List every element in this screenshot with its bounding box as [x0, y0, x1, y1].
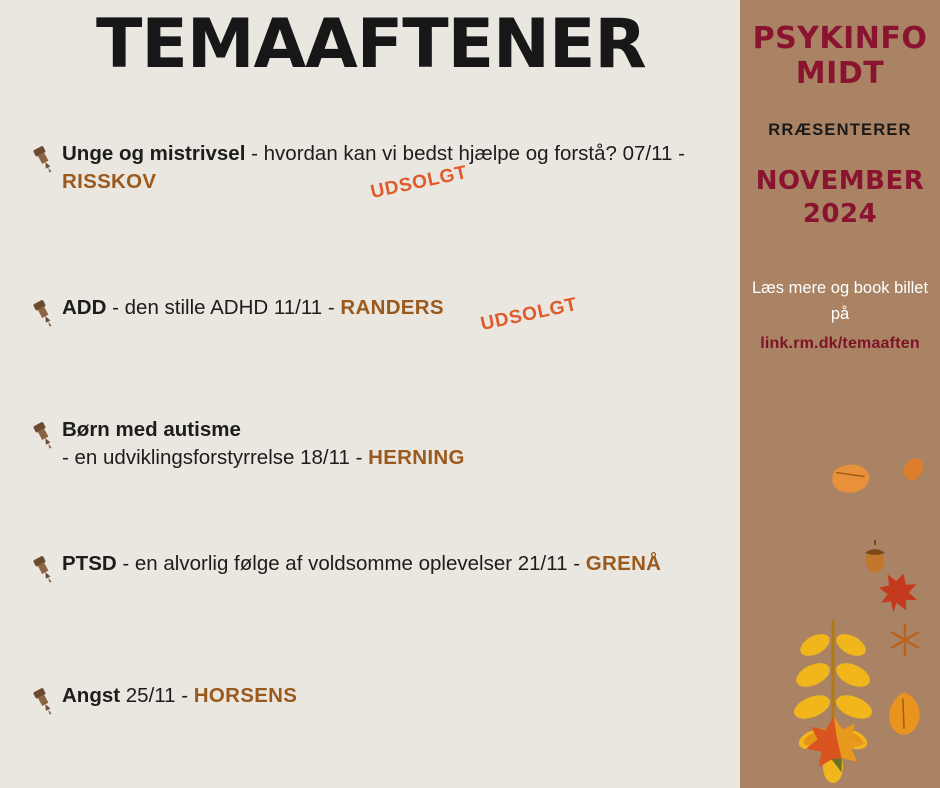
event-list [0, 140, 740, 752]
year-label: 2024 [802, 199, 878, 230]
event-city: RANDERS [340, 296, 444, 319]
brand-name-line1: PSYKINFO [752, 21, 928, 56]
list-item [0, 416, 740, 540]
pushpin-icon [28, 682, 62, 721]
event-desc: - hvordan kan vi bedst hjælpe og forstå? 07/11 - [245, 142, 685, 165]
event-text [62, 682, 297, 710]
event-city: HERNING [368, 446, 465, 470]
event-title: Børn med autisme [62, 418, 241, 441]
poster-sidebar [740, 0, 940, 788]
pushpin-icon [28, 550, 62, 589]
event-text [62, 140, 740, 204]
list-item [0, 682, 740, 742]
event-city: HORSENS [193, 684, 298, 707]
booking-text: Læs mere og book billet på [751, 279, 929, 323]
pushpin-icon [28, 294, 62, 333]
list-item [0, 550, 740, 672]
event-text [62, 294, 580, 336]
event-title: PTSD [62, 552, 117, 575]
booking-link[interactable]: link.rm.dk/temaaften [760, 334, 920, 352]
status-badge: UDSOLGT [478, 294, 580, 336]
event-desc: 25/11 - [120, 684, 194, 707]
list-item [0, 294, 740, 406]
month-label: NOVEMBER [755, 166, 925, 196]
status-badge: UDSOLGT [368, 162, 470, 204]
event-city: RISSKOV [62, 170, 157, 194]
pushpin-icon [28, 416, 62, 455]
pushpin-icon [28, 140, 62, 179]
booking-info [740, 276, 940, 356]
list-item [0, 140, 740, 284]
autumn-leaves-decoration [740, 0, 940, 788]
event-title: ADD [62, 296, 107, 319]
event-title: Angst [62, 684, 121, 707]
event-title: Unge og mistrivsel [62, 142, 246, 165]
event-desc: - en alvorlig følge af voldsomme oplevelser 21/11 - [116, 552, 586, 575]
event-desc: - den stille ADHD 11/11 - [106, 296, 341, 319]
page-title: TEMAAFTENER [96, 5, 646, 84]
brand-name-line2: MIDT [795, 55, 885, 91]
presents-label: RRÆSENTERER [768, 121, 912, 139]
event-text [62, 550, 661, 578]
event-desc: - en udviklingsforstyrrelse 18/11 - [62, 446, 369, 470]
event-text [62, 416, 465, 473]
event-city: GRENÅ [585, 552, 662, 575]
